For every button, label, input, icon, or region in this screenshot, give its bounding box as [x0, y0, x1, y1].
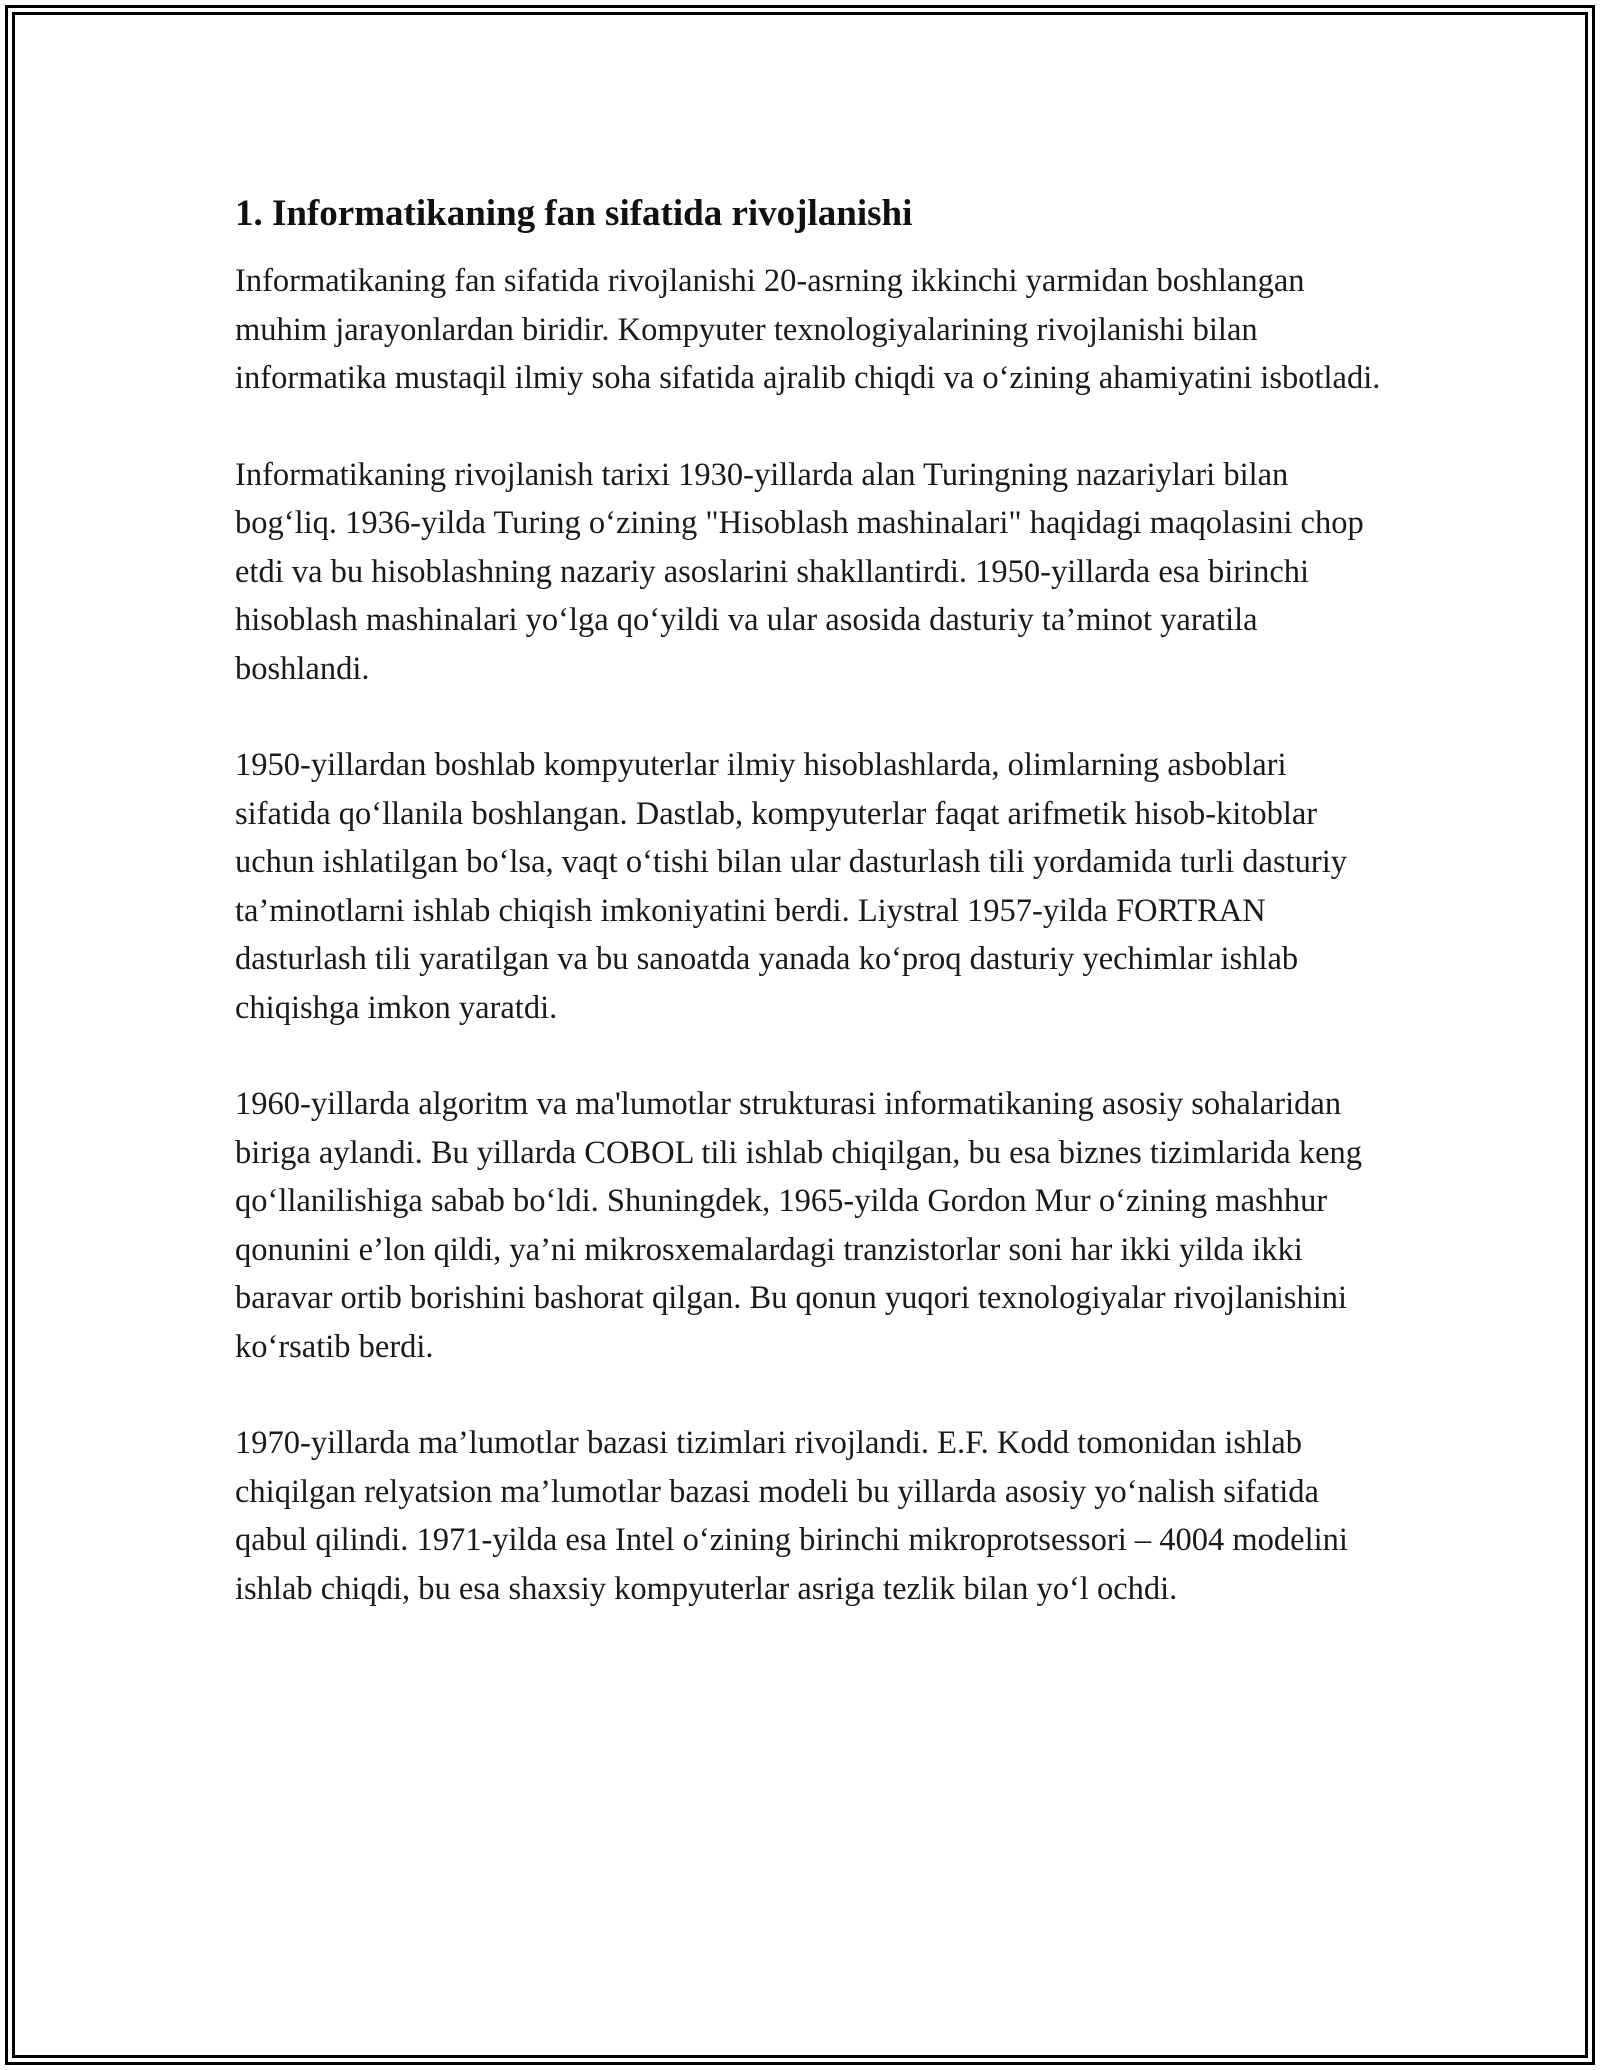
paragraph-1: Informatikaning fan sifatida rivojlanishi 20-asrning ikkinchi yarmidan boshlangan muhim jarayonlardan biridir. Kompyuter texnologiyalarining rivojlanishi bilan informatika mustaqil ilmiy soha sifatida ajralib chiqdi va o‘zining ahamiyatini isbotladi.	[235, 263, 1381, 396]
paragraph-4: 1960-yillarda algoritm va ma'lumotlar strukturasi informatikaning asosiy sohalaridan biriga aylandi. Bu yillarda COBOL tili ishlab chiqilgan, bu esa biznes tizimlarida keng qo‘llanilishiga sabab bo‘ldi. Shuningdek, 1965-yilda Gordon Mur o‘zining mashhur qonunini e’lon qildi, ya’ni mikrosxemalardagi tranzistorlar soni har ikki yilda ikki baravar ortib borishini bashorat qilgan. Bu qonun yuqori texnologiyalar rivojlanishini ko‘rsatib berdi.	[235, 1086, 1363, 1365]
paragraph-5: 1970-yillarda ma’lumotlar bazasi tizimlari rivojlandi. E.F. Kodd tomonidan ishlab chiqilgan relyatsion ma’lumotlar bazasi modeli bu yillarda asosiy yo‘nalish sifatida qabul qilindi. 1971-yilda esa Intel o‘zining birinchi mikroprotsessori – 4004 modelini ishlab chiqdi, bu esa shaxsiy kompyuterlar asriga tezlik bilan yo‘l ochdi.	[235, 1425, 1348, 1607]
document-body	[235, 186, 1385, 1613]
section-heading: 1. Informatikaning fan sifatida rivojlanishi	[235, 193, 913, 234]
paragraph-3: 1950-yillardan boshlab kompyuterlar ilmiy hisoblashlarda, olimlarning asboblari sifatida qo‘llanila boshlangan. Dastlab, kompyuterlar faqat arifmetik hisob-kitoblar uchun ishlatilgan bo‘lsa, vaqt o‘tishi bilan ular dasturlash tili yordamida turli dasturiy ta’minotlarni ishlab chiqish imkoniyatini berdi. Liystral 1957-yilda FORTRAN dasturlash tili yaratilgan va bu sanoatda yanada ko‘proq dasturiy yechimlar ishlab chiqishga imkon yaratdi.	[235, 747, 1348, 1026]
paragraph-2: Informatikaning rivojlanish tarixi 1930-yillarda alan Turingning nazariylari bilan bog‘liq. 1936-yilda Turing o‘zining "Hisoblash mashinalari" haqidagi maqolasini chop etdi va bu hisoblashning nazariy asoslarini shakllantirdi. 1950-yillarda esa birinchi hisoblash mashinalari yo‘lga qo‘yildi va ular asosida dasturiy ta’minot yaratila boshlandi.	[235, 456, 1364, 687]
